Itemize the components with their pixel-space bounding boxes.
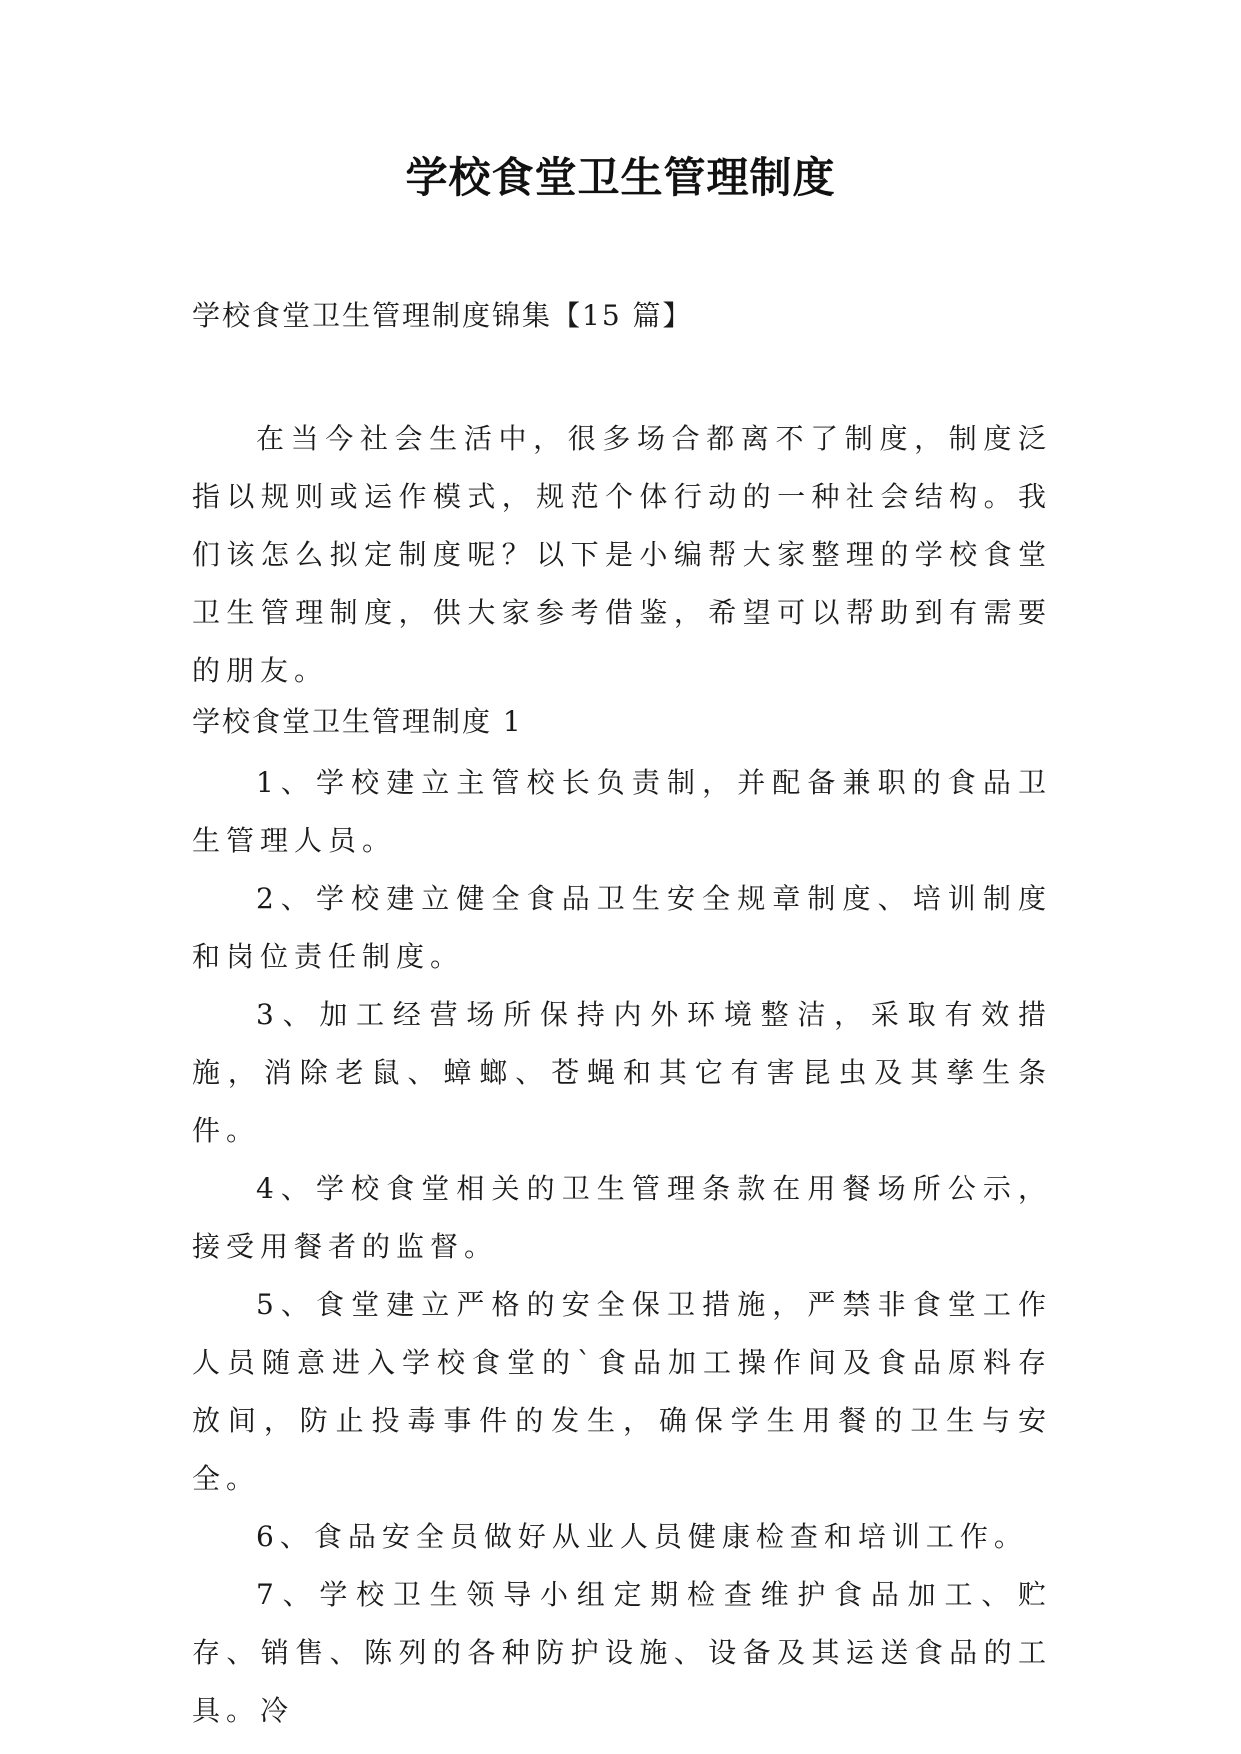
rule-item: 4、学校食堂相关的卫生管理条款在用餐场所公示，接受用餐者的监督。 (192, 1172, 1052, 1263)
rule-item: 3、加工经营场所保持内外环境整洁，采取有效措施，消除老鼠、蟑螂、苍蝇和其它有害昆虫及其孳生条件。 (192, 998, 1052, 1147)
rule-list (192, 754, 1052, 1740)
rule-item: 7、学校卫生领导小组定期检查维护食品加工、贮存、销售、陈列的各种防护设施、设备及其运送食品的工具。冷 (192, 1578, 1052, 1727)
intro-paragraph: 在当今社会生活中，很多场合都离不了制度，制度泛指以规则或运作模式，规范个体行动的一种社会结构。我们该怎么拟定制度呢？以下是小编帮大家整理的学校食堂卫生管理制度，供大家参考借鉴，希望可以帮助到有需要的朋友。 (192, 422, 1052, 687)
document-title: 学校食堂卫生管理制度 (405, 153, 836, 202)
rule-item: 6、食品安全员做好从业人员健康检查和培训工作。 (256, 1520, 1028, 1553)
rule-item: 5、食堂建立严格的安全保卫措施，严禁非食堂工作人员随意进入学校食堂的`食品加工操作间及食品原料存放间，防止投毒事件的发生，确保学生用餐的卫生与安全。 (192, 1288, 1052, 1495)
rule-item: 2、学校建立健全食品卫生安全规章制度、培训制度和岗位责任制度。 (192, 882, 1052, 973)
rule-item: 1、学校建立主管校长负责制，并配备兼职的食品卫生管理人员。 (192, 766, 1052, 857)
document-subtitle: 学校食堂卫生管理制度锦集【15 篇】 (192, 299, 693, 332)
section-heading: 学校食堂卫生管理制度 1 (192, 705, 523, 738)
